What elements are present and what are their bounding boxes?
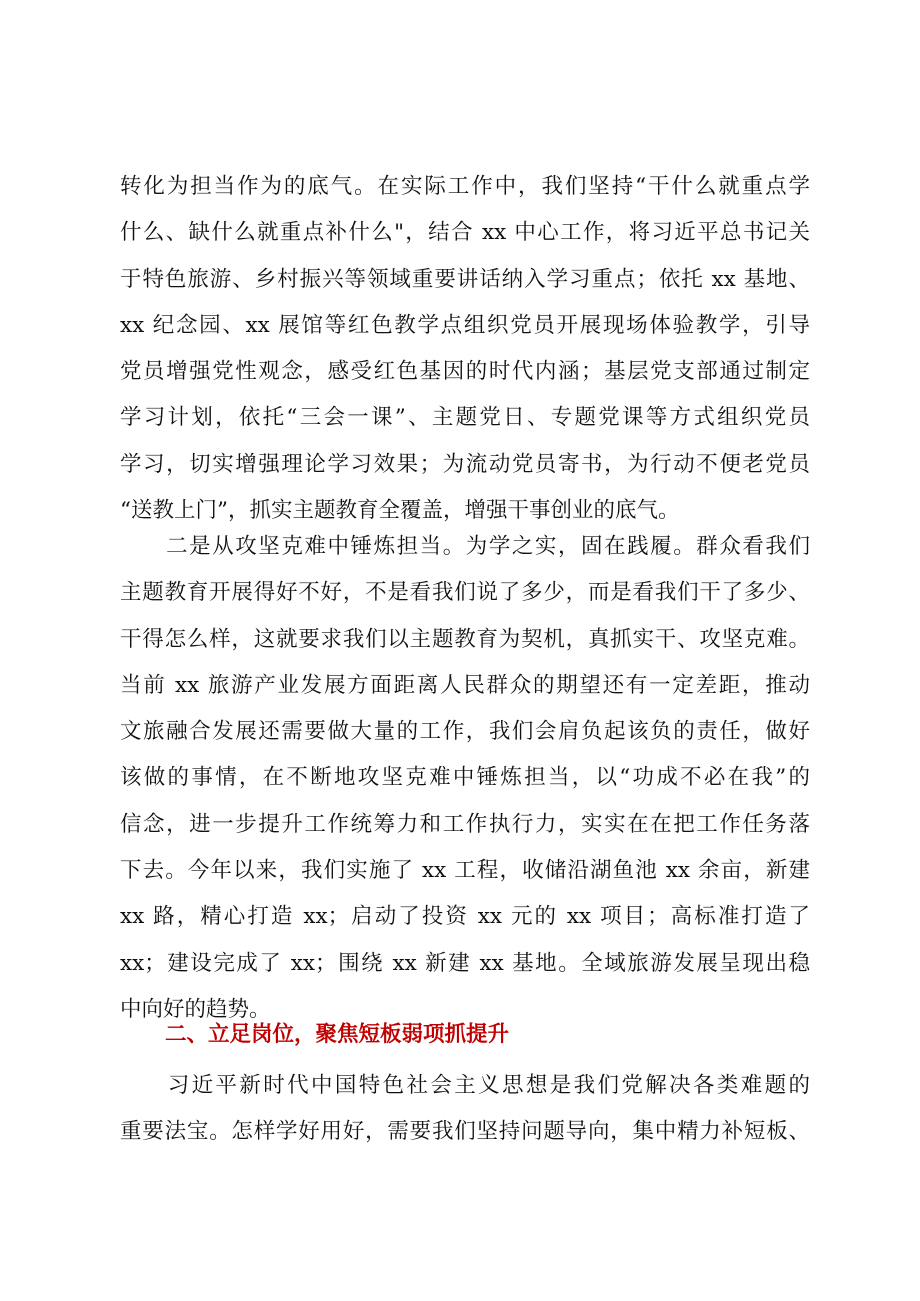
paragraph-line: 当前 xx 旅游产业发展方面距离人民群众的期望还有一定差距，推动 [120, 672, 810, 698]
paragraph-line: 学习计划，依托“三会一课”、主题党日、专题党课等方式组织党员 [120, 405, 810, 431]
paragraph-line: 重要法宝。怎样学好用好，需要我们坚持问题导向，集中精力补短板、 [120, 1119, 810, 1145]
paragraph-line: 于特色旅游、乡村振兴等领域重要讲话纳入学习重点；依托 xx 基地、 [120, 266, 810, 292]
paragraph-line: 什么、缺什么就重点补什么"，结合 xx 中心工作，将习近平总书记关 [120, 220, 810, 246]
paragraph-three [120, 1063, 810, 1156]
paragraph-line: 信念，进一步提升工作统筹力和工作执行力，实实在在把工作任务落 [120, 811, 810, 837]
paragraph-line: 下去。今年以来，我们实施了 xx 工程，收储沿湖鱼池 xx 余亩，新建 [120, 858, 810, 884]
paragraph-line: xx；建设完成了 xx；围绕 xx 新建 xx 基地。全域旅游发展呈现出稳 [120, 950, 810, 976]
paragraph-line: 习近平新时代中国特色社会主义思想是我们党解决各类难题的 [120, 1073, 810, 1098]
paragraph-line: “送教上门”，抓实主题教育全覆盖，增强干事创业的底气。 [120, 498, 680, 524]
paragraph-two [120, 524, 810, 1033]
paragraph-line: xx 路，精心打造 xx；启动了投资 xx 元的 xx 项目；高标准打造了 [120, 904, 810, 930]
paragraph-one [120, 164, 810, 534]
paragraph-line: 干得怎么样，这就要求我们以主题教育为契机，真抓实干、攻坚克难。 [120, 626, 810, 652]
paragraph-line: 党员增强党性观念，感受红色基因的时代内涵；基层党支部通过制定 [120, 359, 810, 385]
paragraph-line: 该做的事情，在不断地攻坚克难中锤炼担当，以“功成不必在我”的 [120, 765, 810, 791]
section-heading: 二、立足岗位，聚焦短板弱项抓提升 [165, 1022, 510, 1047]
paragraph-line: 主题教育开展得好不好，不是看我们说了多少，而是看我们干了多少、 [120, 580, 810, 606]
paragraph-line: 文旅融合发展还需要做大量的工作，我们会肩负起该负的责任，做好 [120, 719, 810, 745]
paragraph-line: 转化为担当作为的底气。在实际工作中，我们坚持“干什么就重点学 [120, 174, 810, 199]
paragraph-line: xx 纪念园、xx 展馆等红色教学点组织党员开展现场体验教学，引导 [120, 312, 810, 338]
paragraph-line: 中向好的趋势。 [120, 996, 271, 1022]
paragraph-line: 学习，切实增强理论学习效果；为流动党员寄书，为行动不便老党员 [120, 451, 810, 477]
paragraph-line: 二是从攻坚克难中锤炼担当。为学之实，固在践履。群众看我们 [120, 534, 810, 559]
